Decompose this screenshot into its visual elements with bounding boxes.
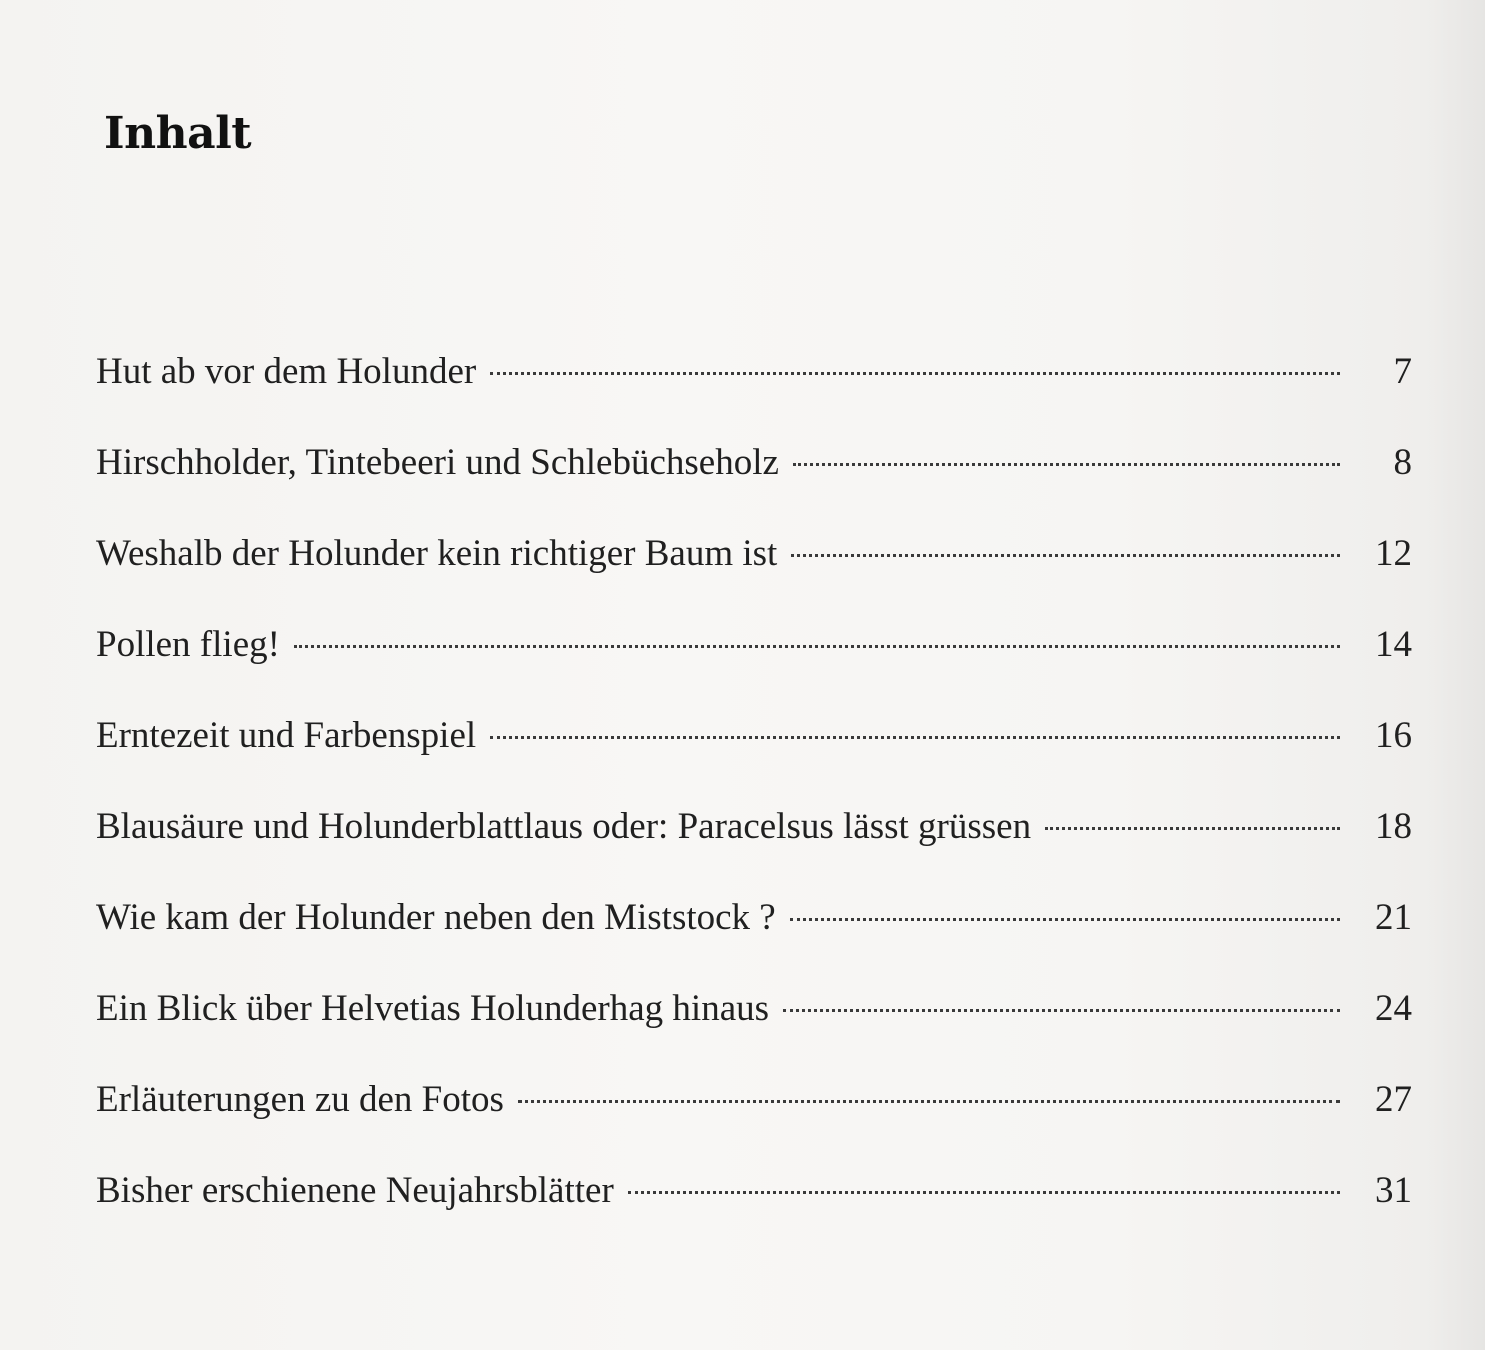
toc-entry[interactable]	[96, 350, 1412, 441]
toc-entry-title: Weshalb der Holunder kein richtiger Baum ist	[96, 533, 778, 574]
toc-dot-leader	[294, 645, 1340, 648]
toc-page-number: 7	[1393, 351, 1412, 392]
toc-entry-title: Blausäure und Holunderblattlaus oder: Paracelsus lässt grüssen	[96, 806, 1032, 847]
toc-page-number: 31	[1375, 1170, 1412, 1211]
toc-entry-title: Hirschholder, Tintebeeri und Schlebüchseholz	[96, 442, 779, 483]
toc-entry[interactable]	[96, 441, 1412, 532]
toc-dot-leader	[518, 1100, 1340, 1103]
toc-entry[interactable]	[96, 1169, 1412, 1260]
toc-page-number: 14	[1375, 624, 1412, 665]
toc-dot-leader	[628, 1191, 1340, 1194]
toc-entry[interactable]	[96, 714, 1412, 805]
toc-entry-title: Wie kam der Holunder neben den Miststock ?	[96, 897, 776, 938]
toc-page-number: 24	[1375, 988, 1412, 1029]
toc-entry[interactable]	[96, 896, 1412, 987]
toc-entry[interactable]	[96, 623, 1412, 714]
toc-entry-title: Hut ab vor dem Holunder	[96, 351, 477, 392]
toc-dot-leader	[793, 463, 1340, 466]
toc-dot-leader	[490, 372, 1340, 375]
toc-page-number: 27	[1375, 1079, 1412, 1120]
toc-page-number: 18	[1375, 806, 1412, 847]
toc-page-number: 12	[1375, 533, 1412, 574]
toc-dot-leader	[791, 554, 1340, 557]
table-of-contents	[96, 350, 1412, 1260]
toc-entry[interactable]	[96, 532, 1412, 623]
toc-dot-leader	[790, 918, 1340, 921]
toc-dot-leader	[1045, 827, 1340, 830]
toc-entry-title: Erläuterungen zu den Fotos	[96, 1079, 504, 1120]
toc-entry-title: Ein Blick über Helvetias Holunderhag hinaus	[96, 988, 770, 1029]
toc-entry[interactable]	[96, 1078, 1412, 1169]
toc-entry-title: Bisher erschienene Neujahrsblätter	[96, 1170, 614, 1211]
toc-page-number: 21	[1375, 897, 1412, 938]
toc-page-number: 8	[1393, 442, 1412, 483]
toc-page-number: 16	[1375, 715, 1412, 756]
toc-entry[interactable]	[96, 805, 1412, 896]
toc-entry-title: Pollen flieg!	[96, 624, 280, 665]
toc-entry[interactable]	[96, 987, 1412, 1078]
page-title: Inhalt	[104, 108, 252, 159]
toc-dot-leader	[783, 1009, 1340, 1012]
toc-entry-title: Erntezeit und Farbenspiel	[96, 715, 477, 756]
toc-dot-leader	[490, 736, 1340, 739]
